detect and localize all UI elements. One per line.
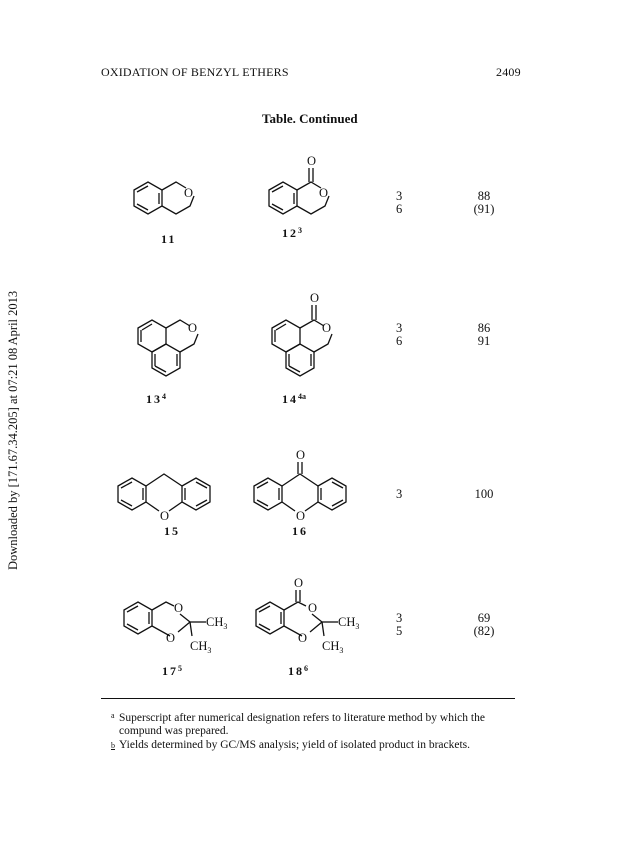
structure-18 — [250, 578, 410, 668]
structure-11 — [120, 180, 230, 240]
svg-text:O: O — [322, 321, 332, 335]
row3-yield: 100 — [474, 487, 494, 501]
compound-label-15: 15 — [164, 524, 180, 538]
structure-12 — [255, 150, 365, 240]
structure-14 — [262, 285, 372, 400]
compound-label-11: 11 — [161, 232, 177, 246]
compound-label-16: 16 — [292, 524, 308, 538]
svg-text:O: O — [160, 509, 170, 523]
oxygen-atom: O — [184, 186, 194, 200]
svg-text:O: O — [298, 631, 308, 645]
svg-text:O: O — [319, 186, 329, 200]
svg-text:CH3: $CH_3$ — [206, 615, 228, 631]
svg-text:O: O — [296, 448, 306, 462]
svg-text:O: O — [296, 509, 306, 523]
table-title: Table. Continued — [262, 111, 358, 126]
row3-col3: 3 — [396, 487, 403, 501]
svg-text:O: O — [294, 576, 304, 590]
row2-col3: 3 6 — [396, 321, 403, 348]
svg-text:CH3: $CH_3$ — [190, 639, 212, 655]
structure-13 — [128, 310, 238, 400]
page-number: 2409 — [496, 65, 521, 79]
row4-col3: 3 5 — [396, 611, 403, 638]
download-note: Downloaded by [171.67.34.205] at 07:21 08 April 2013 — [6, 290, 20, 570]
row1-yield: 88 (91) — [473, 189, 495, 216]
compound-label-17: $17^5$ — [162, 664, 182, 678]
row2-yield: 86 91 — [477, 321, 491, 348]
running-title: OXIDATION OF BENZYL ETHERS — [101, 65, 289, 79]
structure-15 — [112, 462, 242, 532]
compound-label-13: $13^4$ — [146, 392, 166, 406]
structure-16 — [248, 448, 378, 532]
svg-text:O: O — [174, 601, 184, 615]
compound-label-18: $18^6$ — [288, 664, 308, 678]
row4-yield: 69 (82) — [473, 611, 495, 638]
footnote-b: b Yields determined by GC/MS analysis; yield of isolated product in brackets. — [111, 739, 471, 751]
compound-label-14: $14^{4a}$ — [282, 392, 306, 406]
svg-text:O: O — [166, 631, 176, 645]
table-bottom-rule — [101, 698, 515, 699]
svg-text:O: O — [308, 601, 318, 615]
compound-label-12: $12^3$ — [282, 226, 302, 240]
row1-col3: 3 6 — [396, 189, 403, 216]
svg-text:CH3: $CH_3$ — [322, 639, 344, 655]
svg-text:CH3: $CH_3$ — [338, 615, 360, 631]
svg-text:O: O — [307, 154, 317, 168]
svg-text:O: O — [310, 291, 320, 305]
svg-text:O: O — [188, 321, 198, 335]
footnote-a: a Superscript after numerical designation refers to literature method by which the compund was prepared. — [111, 711, 485, 737]
